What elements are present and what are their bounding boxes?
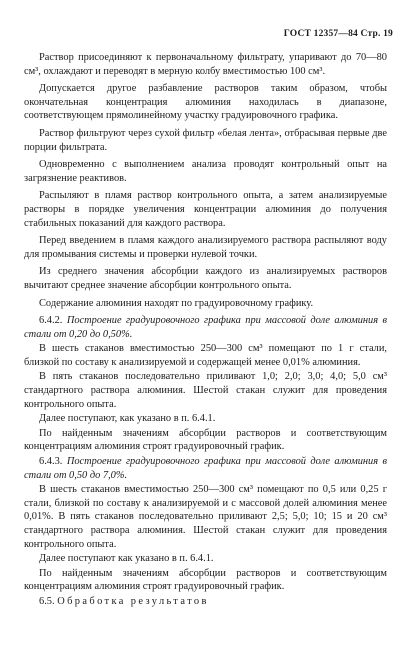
section-number: 6.4.2. [39, 315, 63, 327]
section-number: 6.5. [39, 595, 55, 607]
paragraph: Содержание алюминия находят по градуировочному графику. [39, 297, 314, 309]
paragraph: Допускается другое разбавление растворов таким образом, чтобы окончательная концентрация алюминия находилась в диапазоне, соответствующем прямолинейному участку градуировочного графика. [24, 83, 387, 122]
page-header: ГОСТ 12357—84 Стр. 19 [283, 29, 393, 39]
section-number: 6.4.3. [39, 456, 63, 468]
paragraph: Перед введением в пламя каждого анализируемого раствора распыляют воду для промывания системы и проверки нулевой точки. [24, 235, 387, 260]
paragraph: Раствор присоединяют к первоначальному фильтрату, упаривают до 70—80 см³, охлаждают и переводят в мерную колбу вместимостью 100 см³. [24, 52, 387, 77]
section-title: Обработка результатов [57, 595, 209, 607]
paragraph: Раствор фильтруют через сухой фильтр «белая лента», отбрасывая первые две порции фильтрата. [24, 127, 387, 153]
paragraph: По найденным значениям абсорбции растворов и соответствующим концентрациям алюминия строят градуировочный график. [24, 427, 387, 453]
paragraph: Из среднего значения абсорбции каждого из анализируемых растворов вычитают среднее значение абсорбции контрольного опыта. [24, 266, 387, 291]
section-heading-6-4-2 [24, 314, 387, 341]
paragraph: Одновременно с выполнением анализа проводят контрольный опыт на загрязнение реактивов. [24, 159, 387, 184]
section-title: Построение градуировочного графика при массовой доле алюминия в стали от 0,50 до 7,0%. [24, 456, 387, 481]
section-heading-6-4-3 [24, 455, 387, 482]
paragraph: По найденным значениям абсорбции растворов и соответствующим концентрациям алюминия строят градуировочный график. [24, 567, 387, 593]
section-heading-6-5 [24, 595, 387, 609]
paragraph: В шесть стаканов вместимостью 250—300 см³ помещают по 1 г стали, близкой по составу к анализируемой и содержащей менее 0,01% алюминия. [24, 343, 387, 368]
section-title: Построение градуировочного графика при массовой доле алюминия в стали от 0,20 до 0,50%. [24, 315, 387, 340]
paragraph: Распыляют в пламя раствор контрольного опыта, а затем анализируемые растворы в порядке увеличения концентрации алюминия до получения стабильных показаний для каждого раствора. [24, 190, 387, 229]
paragraph: Далее поступают, как указано в п. 6.4.1. [39, 413, 216, 425]
paragraph: Далее поступают как указано в п. 6.4.1. [39, 553, 214, 565]
paragraph: В пять стаканов последовательно приливают 1,0; 2,0; 3,0; 4,0; 5,0 см³ стандартного раствора алюминия. Шестой стакан служит для проведения контрольного опыта. [24, 371, 387, 410]
paragraph: В шесть стаканов вместимостью 250—300 см³ помещают по 0,5 или 0,25 г стали, близкой по составу к анализируемой и с массовой долей алюминия менее 0,01%. В пять стаканов последовательно приливают 2,5; 5,0; 10; 15 и 20 см³ стандартного раствора алюминия. Шестой стакан служит для проведения контрольного опыта. [24, 484, 387, 550]
document-body [24, 51, 387, 610]
